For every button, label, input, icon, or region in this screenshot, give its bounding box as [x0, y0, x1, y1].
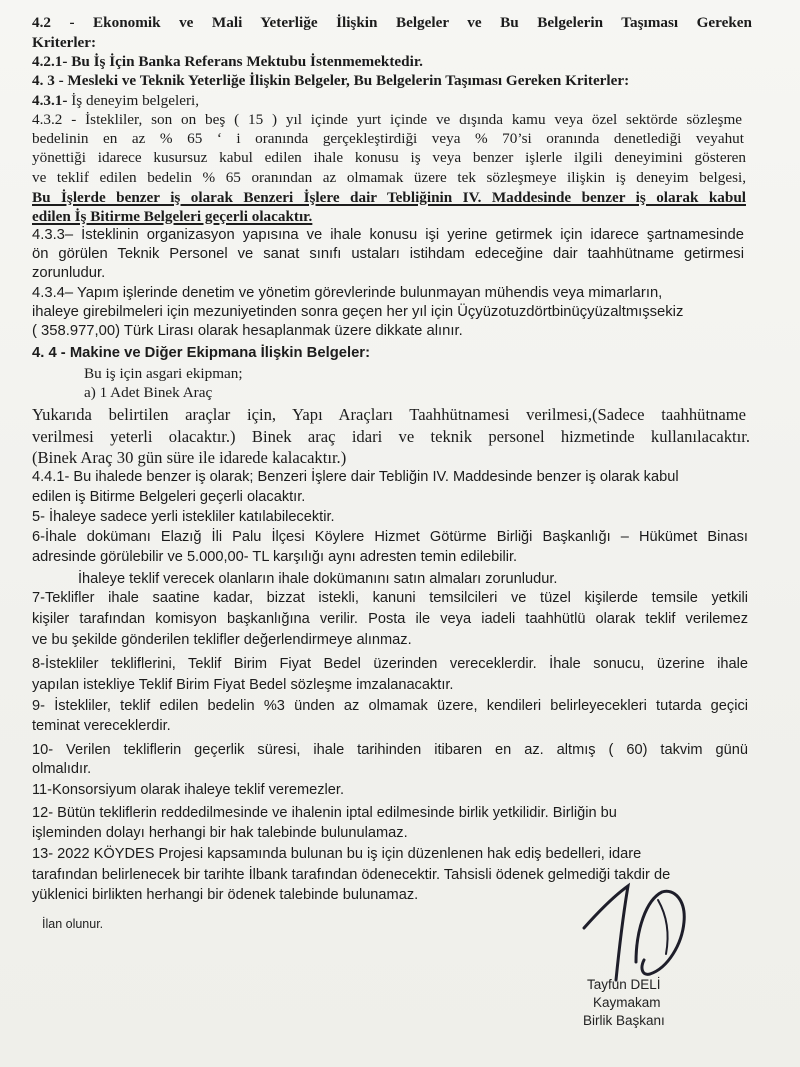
item-11: 11-Konsorsiyum olarak ihaleye teklif veremezler.: [32, 782, 345, 798]
equipment-intro: Bu iş için asgari ekipman;: [84, 365, 243, 382]
item-8-line-1: 8-İstekliler tekliflerini, Teklif Birim Fiyat Bedel üzerinden vereceklerdir. İhale sonucu, üzerine ihale: [32, 656, 748, 672]
item-9-line-1: 9- İstekliler, teklif edilen bedelin %3 ünden az olmamak üzere, kendileri belirleyecekleri tutarda geçici: [32, 698, 748, 714]
item-6-line-2: adresinde görülebilir ve 5.000,00- TL karşılığı aynı adresten temin edilebilir.: [32, 549, 518, 565]
item-6-line-1: 6-İhale dokümanı Elazığ İli Palu İlçesi Köylere Hizmet Götürme Birliği Başkanlığı – Hükümet Binası: [32, 529, 748, 545]
para-4-3-3-line-1: 4.3.3– İsteklinin organizasyon yapısına ve ihale konusu işi yerine getirmek için idarece şartnamesinde: [32, 227, 744, 243]
para-4-3-4-line-1: 4.3.4– Yapım işlerinde denetim ve yönetim görevlerinde bulunmayan mühendis veya mimarların,: [32, 285, 663, 301]
item-13-line-2: tarafından belirlenecek bir tarihte İlbank tarafından ödenecektir. Tahsisli ödenek gelmediği takdir de: [32, 867, 671, 883]
equipment-item-a: a) 1 Adet Binek Araç: [84, 384, 213, 401]
para-4-3-3-line-3: zorunludur.: [32, 265, 106, 281]
para-4-3-3-line-2: ön görülen Teknik Personel ve sanat sınıfı ustaları istihdam edeceğine dair taahhütname getirmesi: [32, 246, 744, 262]
item-9-line-2: teminat vereceklerdir.: [32, 718, 171, 734]
section-4-2-heading: 4.2 - Ekonomik ve Mali Yeterliğe İlişkin Belgeler ve Bu Belgelerin Taşıması Gereken: [32, 14, 752, 31]
section-4-4-heading: 4. 4 - Makine ve Diğer Ekipmana İlişkin Belgeler:: [32, 345, 370, 361]
vehicle-para-line-2: verilmesi yeterli olacaktır.) Binek araç idari ve teknik personel hizmetinde kullanılacaktır.: [32, 427, 750, 446]
signatory-name: Tayfun DELİ: [587, 977, 661, 992]
para-4-4-1-line-2: edilen iş Bitirme Belgeleri geçerli olacaktır.: [32, 489, 306, 505]
signatory-role: Birlik Başkanı: [583, 1013, 665, 1028]
closing-text: İlan olunur.: [42, 917, 104, 931]
item-5: 5- İhaleye sadece yerli istekliler katılabilecektir.: [32, 509, 335, 525]
section-4-2-1: 4.2.1- Bu İş İçin Banka Referans Mektubu İstenmemektedir.: [32, 53, 423, 70]
signatory-title: Kaymakam: [593, 995, 661, 1010]
item-7-line-1: 7-Teklifler ihale saatine kadar, bizzat istekli, kanuni temsilcileri ve tüzel kişilerde temsile yetkili: [32, 590, 748, 606]
para-4-3-2-emphasis-1: Bu İşlerde benzer iş olarak Benzeri İşlere dair Tebliğinin IV. Maddesinde benzer iş olarak kabul: [32, 189, 746, 206]
para-4-3-4-line-2: ihaleye girebilmeleri için mezuniyetinden sonra geçen her yıl için Üçyüzotuzdörtbinüçyüzaltmışsekiz: [32, 304, 684, 320]
section-4-3-1-text: İş deneyim belgeleri,: [71, 92, 200, 109]
item-13-line-3: yüklenici birlikten herhangi bir ödenek talebinde bulunamaz.: [32, 887, 419, 903]
item-8-line-2: yapılan istekliye Teklif Birim Fiyat Bedel sözleşme imzalanacaktır.: [32, 677, 454, 693]
vehicle-para-line-1: Yukarıda belirtilen araçlar için, Yapı Araçları Taahhütnamesi verilmesi,(Sadece taahhütname: [32, 405, 746, 424]
section-4-3-1: [32, 91, 199, 110]
para-4-3-2-line-4: ve teklif edilen bedelin % 65 oranından az olmamak üzere tek sözleşmeye ilişkin iş deneyim belgesi,: [32, 169, 746, 186]
signature-stroke-3: [658, 900, 668, 954]
item-12-line-2: işleminden dolayı herhangi bir hak talebinde bulunulamaz.: [32, 825, 408, 841]
section-4-3-1-number: 4.3.1-: [32, 92, 72, 109]
vehicle-para-line-3: (Binek Araç 30 gün süre ile idarede kalacaktır.): [32, 448, 347, 467]
item-12-line-1: 12- Bütün tekliflerin reddedilmesinde ve ihalenin iptal edilmesinde birlik yetkilidir. Birliğin bu: [32, 805, 617, 821]
signature-stroke-1: [584, 886, 628, 980]
item-7-line-2: kişiler tarafından komisyon başkanlığına verilir. Posta ile veya iadeli taahhütlü olarak teklif verilemez: [32, 611, 748, 627]
item-10-line-2: olmalıdır.: [32, 761, 92, 777]
item-13-line-1: 13- 2022 KÖYDES Projesi kapsamında bulunan bu iş için düzenlenen hak ediş bedelleri, idare: [32, 846, 642, 862]
signature-mark: [570, 870, 700, 990]
para-4-3-2-line-1: 4.3.2 - İstekliler, son on beş ( 15 ) yıl içinde yurt içinde ve dışında kamu veya özel sektörde sözleşme: [32, 111, 742, 128]
para-4-4-1-line-1: 4.4.1- Bu ihalede benzer iş olarak; Benzeri İşlere dair Tebliğin IV. Maddesinde benzer iş olarak kabul: [32, 469, 679, 485]
section-4-2-heading-cont: Kriterler:: [32, 34, 97, 51]
item-10-line-1: 10- Verilen tekliflerin geçerlik süresi, ihale tarihinden itibaren en az. altmış ( 60) takvim günü: [32, 742, 748, 758]
item-6-line-3: İhaleye teklif verecek olanların ihale dokümanını satın almaları zorunludur.: [78, 571, 558, 587]
section-4-3-heading: 4. 3 - Mesleki ve Teknik Yeterliğe İlişkin Belgeler, Bu Belgelerin Taşıması Gereken Kriterler:: [32, 72, 630, 89]
para-4-3-2-line-3: yönettiği idarece kusursuz kabul edilen ihale konusu iş veya benzer işlerle ilgili deneyimini gösteren: [32, 149, 746, 166]
item-7-line-3: ve bu şekilde gönderilen teklifler değerlendirmeye alınmaz.: [32, 632, 412, 648]
para-4-3-4-line-3: ( 358.977,00) Türk Lirası olarak hesaplanmak üzere dikkate alınır.: [32, 323, 463, 339]
para-4-3-2-line-2: bedelinin en az % 65 ‘ i oranında gerçekleştirdiği veya % 70’si oranında denetlediği veyahut: [32, 130, 744, 147]
para-4-3-2-emphasis-2: edilen İş Bitirme Belgeleri geçerli olacaktır.: [32, 208, 313, 225]
